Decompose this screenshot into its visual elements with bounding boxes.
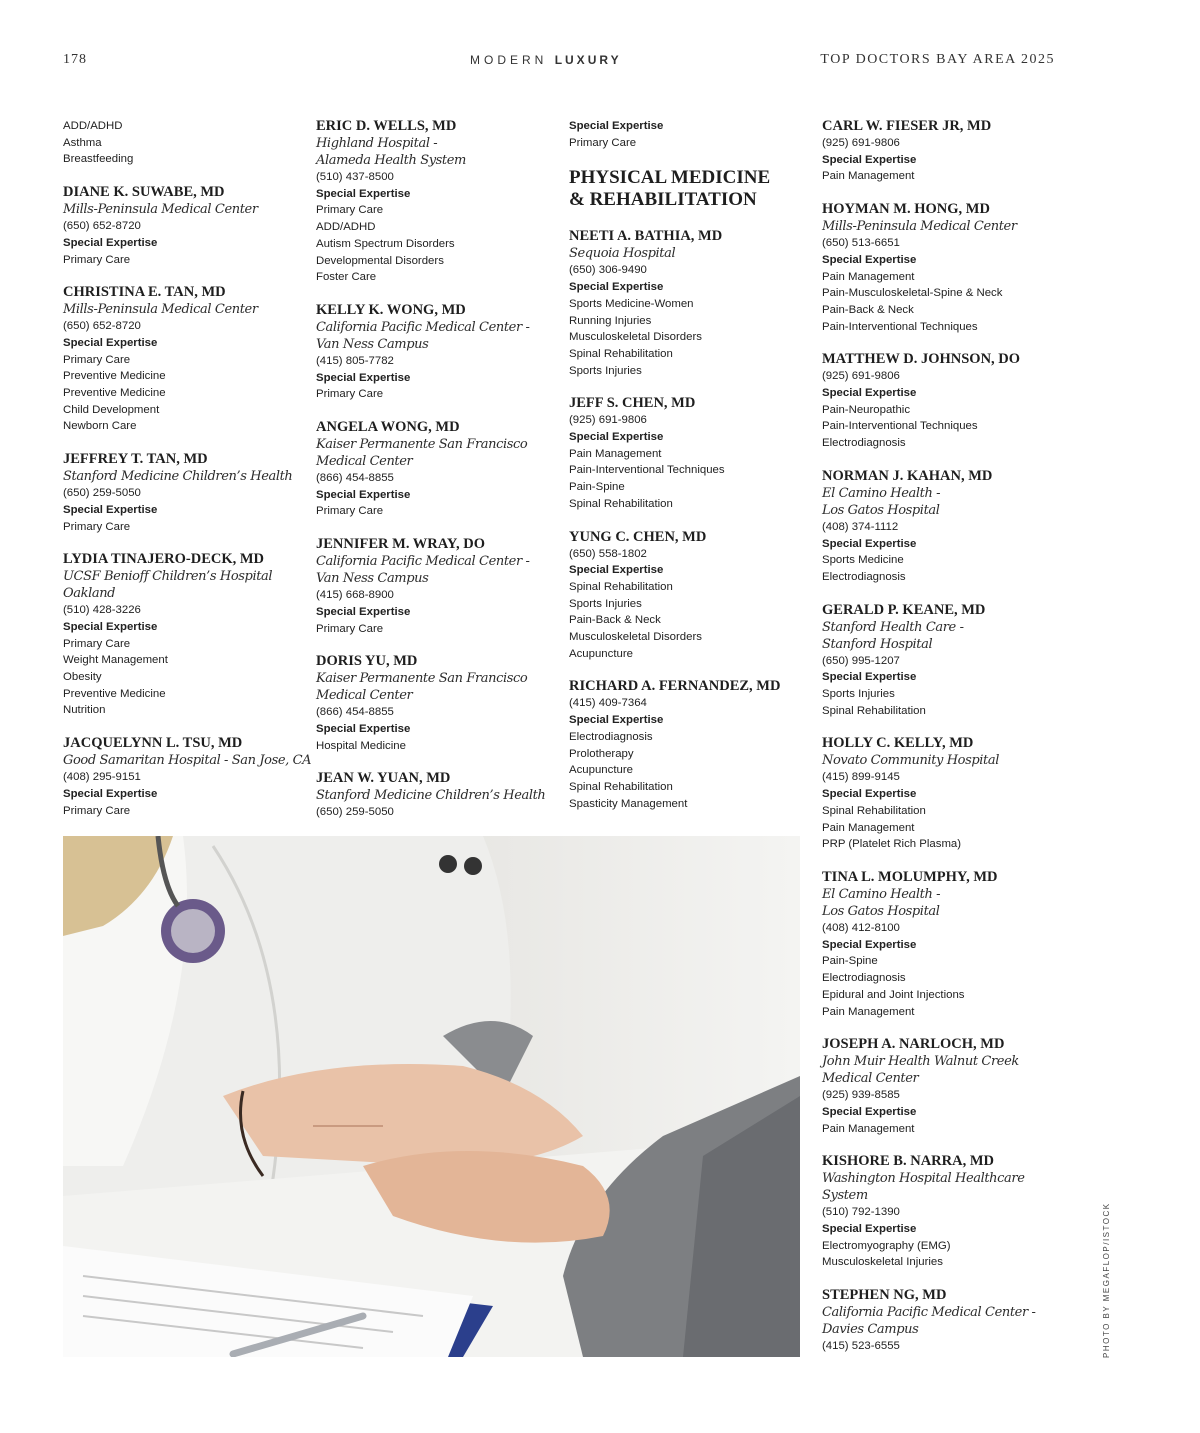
detail-line: Primary Care	[316, 622, 384, 635]
doctor-name: HOLLY C. KELLY, MD	[822, 735, 974, 752]
section-title: TOP DOCTORS BAY AREA 2025	[820, 52, 1055, 67]
expertise-label: Special Expertise	[822, 253, 917, 266]
magazine-logo	[470, 53, 622, 67]
detail-line: (415) 523-6555	[822, 1340, 900, 1353]
hospital-name: Alameda Health System	[316, 153, 466, 168]
hospital-name: UCSF Benioff Children’s Hospital	[63, 569, 273, 585]
detail-line: Sports Medicine-Women	[569, 297, 694, 310]
doctor-entry	[63, 551, 298, 719]
detail-line: Autism Spectrum Disorders	[316, 237, 455, 250]
doctor-entry	[822, 201, 1062, 335]
hands-illustration	[63, 836, 800, 1357]
doctor-name: CHRISTINA E. TAN, MD	[63, 284, 226, 301]
detail-line: Nutrition	[63, 704, 106, 717]
detail-line: (650) 995-1207	[822, 654, 900, 667]
doctor-name: JACQUELYNN L. TSU, MD	[63, 735, 243, 752]
hospital-name: Stanford Health Care -	[822, 619, 964, 635]
detail-line: Spinal Rehabilitation	[569, 497, 673, 510]
expertise-label: Special Expertise	[316, 605, 411, 618]
detail-line: Sports Injuries	[822, 688, 895, 701]
detail-line: Primary Care	[569, 136, 637, 149]
doctor-name: GERALD P. KEANE, MD	[822, 601, 986, 618]
detail-line: Electrodiagnosis	[822, 972, 906, 985]
detail-line: (650) 306-9490	[569, 264, 647, 277]
detail-line: Primary Care	[63, 637, 131, 650]
detail-line: Pain-Interventional Techniques	[569, 464, 725, 477]
detail-line: Primary Care	[316, 505, 384, 518]
doctor-entry	[63, 451, 298, 535]
doctor-entry	[63, 735, 312, 819]
detail-line: Pain Management	[822, 821, 915, 834]
detail-line: Running Injuries	[569, 314, 652, 327]
hospital-name: Kaiser Permanente San Francisco	[316, 437, 528, 453]
detail-line: Sports Medicine	[822, 554, 904, 567]
doctor-name: JEAN W. YUAN, MD	[316, 770, 451, 787]
hospital-name: Mills-Peninsula Medical Center	[63, 302, 258, 318]
detail-line: Prolotherapy	[569, 747, 634, 760]
hospital-name: Stanford Medicine Children’s Health	[316, 788, 546, 804]
detail-line: Pain-Back & Neck	[569, 614, 661, 627]
detail-line: (510) 792-1390	[822, 1206, 900, 1219]
photo-credit: PHOTO BY MEGAFLOP/ISTOCK	[1102, 1202, 1111, 1358]
doctor-entry	[822, 602, 1062, 720]
specialty-heading: PHYSICAL MEDICINE	[569, 167, 771, 189]
detail-line: Epidural and Joint Injections	[822, 988, 965, 1001]
doctor-entry	[822, 118, 1062, 185]
doctor-entry	[316, 419, 551, 520]
expertise-label: Special Expertise	[822, 671, 917, 684]
doctor-patient-photo	[63, 836, 800, 1357]
expertise-label: Special Expertise	[822, 153, 917, 166]
hospital-name: Medical Center	[316, 688, 413, 704]
doctor-name: STEPHEN NG, MD	[822, 1287, 947, 1304]
detail-line: (415) 668-8900	[316, 589, 394, 602]
detail-line: (408) 412-8100	[822, 921, 900, 934]
doctor-name: NEETI A. BATHIA, MD	[569, 228, 723, 245]
detail-line: (866) 454-8855	[316, 706, 394, 719]
hospital-name: Mills-Peninsula Medical Center	[822, 219, 1017, 235]
directory-column-1	[63, 118, 312, 835]
detail-line: Foster Care	[316, 271, 377, 284]
doctor-name: TINA L. MOLUMPHY, MD	[822, 868, 998, 885]
detail-line: Pain-Interventional Techniques	[822, 420, 978, 433]
detail-line: (925) 691-9806	[569, 414, 647, 427]
detail-line: Electrodiagnosis	[822, 437, 906, 450]
detail-line: Sports Injuries	[569, 597, 642, 610]
hospital-name: Los Gatos Hospital	[822, 903, 940, 919]
hospital-name: Mills-Peninsula Medical Center	[63, 202, 258, 218]
doctor-entry	[822, 1153, 1062, 1271]
detail-line: Electromyography (EMG)	[822, 1239, 951, 1252]
hospital-name: Stanford Hospital	[822, 636, 933, 652]
doctor-name: YUNG C. CHEN, MD	[569, 528, 707, 545]
expertise-label: Special Expertise	[822, 537, 917, 550]
detail-line: Pain Management	[822, 270, 915, 283]
detail-line: (866) 454-8855	[316, 472, 394, 485]
doctor-name: JEFFREY T. TAN, MD	[63, 451, 208, 468]
hospital-name: El Camino Health -	[822, 485, 941, 501]
detail-line: Preventive Medicine	[63, 687, 166, 700]
detail-line: Developmental Disorders	[316, 254, 444, 267]
expertise-label: Special Expertise	[569, 431, 664, 444]
detail-line: Primary Care	[63, 804, 131, 817]
hospital-name: System	[822, 1188, 868, 1204]
page-number: 178	[63, 52, 87, 67]
doctor-name: HOYMAN M. HONG, MD	[822, 201, 990, 218]
detail-line: (650) 558-1802	[569, 547, 647, 560]
doctor-name: LYDIA TINAJERO-DECK, MD	[63, 551, 265, 568]
detail-line: (415) 899-9145	[822, 771, 900, 784]
detail-line: Pain-Spine	[569, 481, 625, 494]
expertise-label: Special Expertise	[316, 187, 411, 200]
detail-line: (925) 691-9806	[822, 370, 900, 383]
doctor-name: KISHORE B. NARRA, MD	[822, 1153, 994, 1170]
doctor-entry	[316, 536, 551, 637]
hospital-name: Good Samaritan Hospital - San Jose, CA	[63, 753, 312, 769]
doctor-entry	[822, 735, 1062, 853]
hospital-name: Medical Center	[316, 454, 413, 470]
detail-line: Pain-Back & Neck	[822, 303, 914, 316]
detail-line: Spinal Rehabilitation	[569, 780, 673, 793]
detail-line: Hospital Medicine	[316, 739, 406, 752]
detail-line: PRP (Platelet Rich Plasma)	[822, 838, 962, 851]
hospital-name: Kaiser Permanente San Francisco	[316, 671, 528, 687]
detail-line: Obesity	[63, 671, 102, 684]
detail-line: Primary Care	[63, 520, 131, 533]
detail-line: (650) 259-5050	[316, 806, 394, 819]
expertise-label: Special Expertise	[569, 564, 664, 577]
directory-column-2	[316, 118, 551, 837]
hospital-name: Stanford Medicine Children’s Health	[63, 469, 293, 485]
detail-line: Musculoskeletal Disorders	[569, 331, 702, 344]
hospital-name: California Pacific Medical Center -	[316, 319, 530, 335]
expertise-label: Special Expertise	[569, 120, 664, 132]
detail-line: Child Development	[63, 403, 160, 416]
detail-line: (408) 374-1112	[822, 520, 899, 533]
detail-line: Preventive Medicine	[63, 370, 166, 383]
doctor-name: JEFF S. CHEN, MD	[569, 395, 696, 412]
detail-line: Weight Management	[63, 654, 168, 667]
detail-line: Electrodiagnosis	[822, 570, 906, 583]
doctor-name: MATTHEW D. JOHNSON, DO	[822, 351, 1021, 368]
doctor-entry	[569, 529, 804, 663]
doctor-entry	[63, 284, 298, 435]
hospital-name: Oakland	[63, 586, 116, 602]
detail-line: Pain Management	[822, 1122, 915, 1135]
detail-line: (650) 259-5050	[63, 487, 141, 500]
hospital-name: El Camino Health -	[822, 886, 941, 902]
detail-line: Pain Management	[822, 170, 915, 183]
doctor-entry	[316, 302, 551, 403]
expertise-label: Special Expertise	[822, 938, 917, 951]
hospital-name: Novato Community Hospital	[822, 753, 999, 769]
detail-line: Pain-Musculoskeletal-Spine & Neck	[822, 287, 1003, 300]
hospital-name: Highland Hospital -	[316, 136, 438, 151]
doctor-entry	[569, 395, 804, 512]
doctor-entry	[63, 118, 298, 168]
detail-line: Spasticity Management	[569, 797, 688, 810]
logo-bold-text: LUXURY	[554, 53, 622, 67]
expertise-label: Special Expertise	[63, 503, 158, 516]
detail-line: Acupuncture	[569, 647, 633, 660]
hospital-name: Davies Campus	[822, 1322, 919, 1338]
detail-line: ADD/ADHD	[316, 221, 376, 234]
expertise-label: Special Expertise	[822, 387, 917, 400]
detail-line: Pain Management	[569, 447, 662, 460]
detail-line: Primary Care	[316, 204, 384, 217]
expertise-label: Special Expertise	[822, 1223, 917, 1236]
doctor-entry	[569, 118, 804, 151]
doctor-name: DORIS YU, MD	[316, 653, 418, 670]
detail-line: Pain-Spine	[822, 955, 878, 968]
doctor-name: JENNIFER M. WRAY, DO	[316, 536, 486, 553]
hospital-name: Van Ness Campus	[316, 336, 429, 352]
detail-line: (650) 652-8720	[63, 320, 141, 333]
detail-line: (510) 437-8500	[316, 171, 394, 183]
detail-line: (650) 652-8720	[63, 220, 141, 233]
detail-line: Pain-Interventional Techniques	[822, 320, 978, 333]
detail-line: Pain-Neuropathic	[822, 403, 911, 416]
doctor-entry	[822, 351, 1062, 452]
detail-line: Musculoskeletal Disorders	[569, 631, 702, 644]
specialty-heading: & REHABILITATION	[569, 189, 757, 211]
expertise-label: Special Expertise	[63, 787, 158, 800]
detail-line: (650) 513-6651	[822, 237, 900, 250]
expertise-label: Special Expertise	[63, 620, 158, 633]
hospital-name: Medical Center	[822, 1071, 919, 1087]
hospital-name: Los Gatos Hospital	[822, 502, 940, 518]
expertise-label: Special Expertise	[822, 1105, 917, 1118]
doctor-entry	[569, 228, 804, 379]
detail-line: Breastfeeding	[63, 153, 134, 166]
directory-column-3	[569, 118, 804, 828]
detail-line: Electrodiagnosis	[569, 730, 653, 743]
detail-line: (510) 428-3226	[63, 604, 141, 617]
hospital-name: Van Ness Campus	[316, 571, 429, 587]
detail-line: Spinal Rehabilitation	[822, 704, 926, 717]
doctor-entry	[822, 468, 1062, 586]
detail-line: (415) 805-7782	[316, 354, 394, 367]
detail-line: Acupuncture	[569, 764, 633, 777]
logo-regular-text: MODERN	[470, 53, 548, 67]
expertise-label: Special Expertise	[316, 371, 411, 384]
expertise-label: Special Expertise	[822, 788, 917, 801]
hospital-name: John Muir Health Walnut Creek	[822, 1054, 1019, 1070]
expertise-label: Special Expertise	[63, 236, 158, 249]
detail-line: Sports Injuries	[569, 364, 642, 377]
doctor-entry	[316, 118, 551, 286]
doctor-entry	[822, 1287, 1062, 1355]
hospital-name: Sequoia Hospital	[569, 246, 676, 262]
directory-column-4	[822, 118, 1062, 1371]
hospital-name: California Pacific Medical Center -	[316, 554, 530, 570]
doctor-entry	[316, 653, 551, 754]
detail-line: ADD/ADHD	[63, 120, 123, 132]
doctor-name: CARL W. FIESER JR, MD	[822, 118, 992, 134]
doctor-name: NORMAN J. KAHAN, MD	[822, 467, 993, 484]
detail-line: Spinal Rehabilitation	[822, 804, 926, 817]
doctor-name: KELLY K. WONG, MD	[316, 301, 466, 318]
section-heading-block	[569, 167, 804, 211]
detail-line: Musculoskeletal Injuries	[822, 1256, 943, 1269]
expertise-label: Special Expertise	[569, 714, 664, 727]
doctor-entry	[316, 770, 551, 821]
doctor-entry	[569, 678, 804, 812]
detail-line: (415) 409-7364	[569, 697, 647, 710]
detail-line: Spinal Rehabilitation	[569, 580, 673, 593]
doctor-name: RICHARD A. FERNANDEZ, MD	[569, 678, 781, 695]
doctor-entry	[822, 1036, 1062, 1137]
doctor-entry	[822, 869, 1062, 1020]
detail-line: Primary Care	[63, 253, 131, 266]
doctor-name: ERIC D. WELLS, MD	[316, 118, 457, 134]
hospital-name: California Pacific Medical Center -	[822, 1305, 1036, 1321]
detail-line: Primary Care	[63, 353, 131, 366]
expertise-label: Special Expertise	[316, 488, 411, 501]
expertise-label: Special Expertise	[569, 281, 664, 294]
detail-line: Pain Management	[822, 1005, 915, 1018]
page-header	[0, 50, 1200, 72]
expertise-label: Special Expertise	[316, 722, 411, 735]
doctor-name: DIANE K. SUWABE, MD	[63, 184, 225, 201]
detail-line: Newborn Care	[63, 420, 137, 433]
expertise-label: Special Expertise	[63, 336, 158, 349]
detail-line: (925) 691-9806	[822, 137, 900, 149]
doctor-name: JOSEPH A. NARLOCH, MD	[822, 1036, 1005, 1053]
detail-line: Spinal Rehabilitation	[569, 347, 673, 360]
detail-line: Primary Care	[316, 388, 384, 401]
doctor-name: ANGELA WONG, MD	[316, 419, 460, 436]
detail-line: Preventive Medicine	[63, 387, 166, 400]
detail-line: (925) 939-8585	[822, 1089, 900, 1102]
detail-line: Asthma	[63, 136, 102, 149]
detail-line: (408) 295-9151	[63, 771, 141, 784]
hospital-name: Washington Hospital Healthcare	[822, 1171, 1025, 1187]
doctor-entry	[63, 184, 298, 268]
